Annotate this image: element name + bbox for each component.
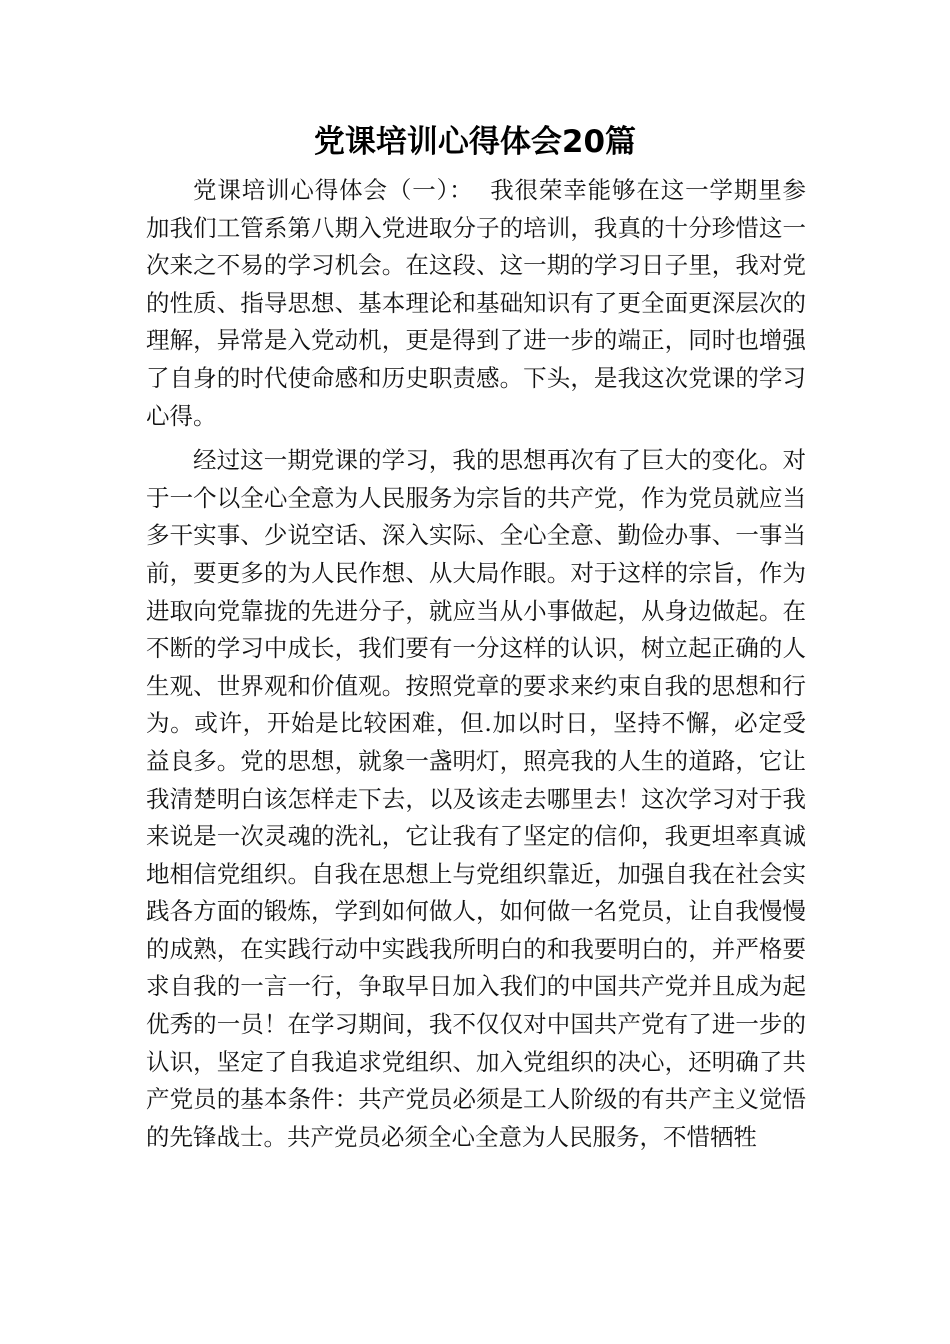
paragraph-2 — [146, 442, 806, 1156]
paragraph-1 — [146, 172, 806, 435]
paragraph-1-lead: 党课培训心得体会（一）： — [193, 176, 474, 204]
paragraph-1-gap — [474, 176, 491, 204]
paragraph-2-text: 经过这一期党课的学习，我的思想再次有了巨大的变化。对于一个以全心全意为人民服务为宗旨的共产党，作为党员就应当多干实事、少说空话、深入实际、全心全意、勤俭办事、一事当前，要更多的为人民作想、从大局作眼。对于这样的宗旨，作为进取向党靠拢的先进分子，就应当从小事做起，从身边做起。在不断的学习中成长，我们要有一分这样的认识，树立起正确的人生观、世界观和价值观。按照党章的要求来约束自我的思想和行为。或许，开始是比较困难，但.加以时日，坚持不懈，必定受益良多。党的思想，就象一盏明灯，照亮我的人生的道路，它让我清楚明白该怎样走下去，以及该走去哪里去！这次学习对于我来说是一次灵魂的洗礼，它让我有了坚定的信仰，我更坦率真诚地相信党组织。自我在思想上与党组织靠近，加强自我在社会实践各方面的锻炼，学到如何做人，如何做一名党员，让自我慢慢的成熟，在实践行动中实践我所明白的和我要明白的，并严格要求自我的一言一行，争取早日加入我们的中国共产党并且成为起优秀的一员！在学习期间，我不仅仅对中国共产党有了进一步的认识，坚定了自我追求党组织、加入党组织的决心，还明确了共产党员的基本条件：共产党员必须是工人阶级的有共产主义觉悟的先锋战士。共产党员必须全心全意为人民服务，不惜牺牲 — [146, 446, 806, 1151]
document-title: 党课培训心得体会20篇 — [313, 124, 637, 160]
document-body — [146, 172, 806, 1163]
paragraph-1-text: 我很荣幸能够在这一学期里参加我们工管系第八期入党进取分子的培训，我真的十分珍惜这一次来之不易的学习机会。在这段、这一期的学习日子里，我对党的性质、指导思想、基本理论和基础知识有了更全面更深层次的理解，异常是入党动机，更是得到了进一步的端正，同时也增强了自身的时代使命感和历史职责感。下头，是我这次党课的学习心得。 — [146, 176, 806, 430]
